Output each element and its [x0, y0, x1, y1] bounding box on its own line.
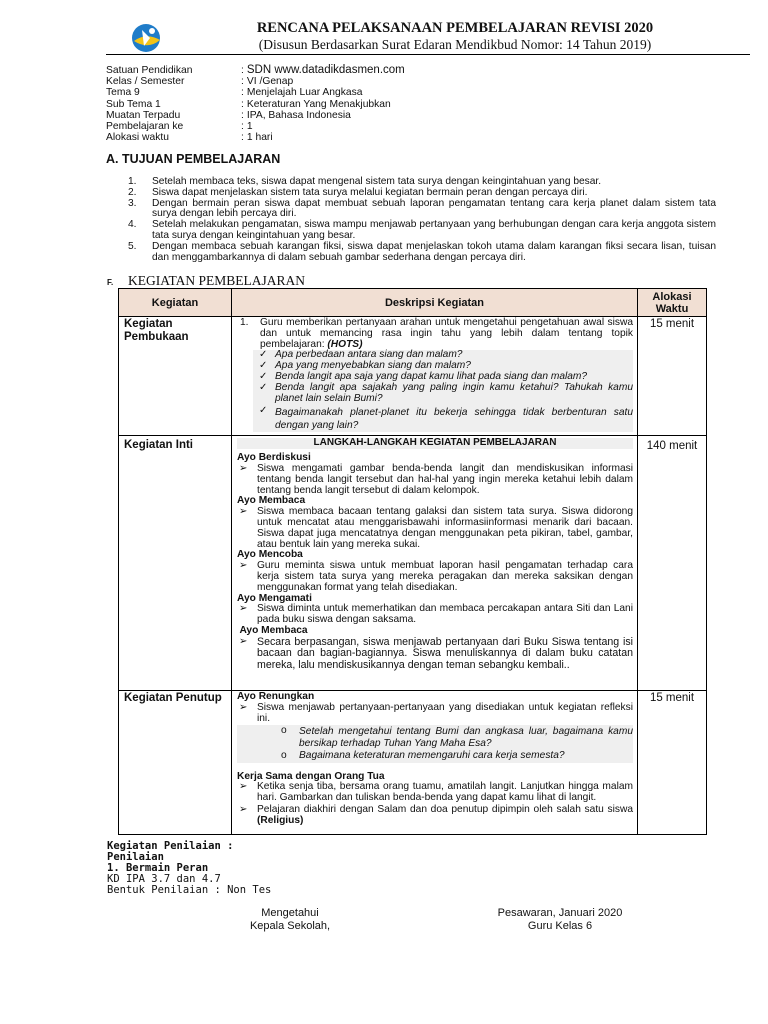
- table-header-row: [119, 289, 707, 317]
- activity-item: [237, 703, 633, 725]
- activity-item: [237, 637, 633, 672]
- intro-text: Guru memberikan pertanyaan arahan untuk mengetahui pengetahuan awal siswa dan untuk memancing rasa ingin tahu yang lebih dalam tentang topik pembelajaran:: [260, 317, 633, 350]
- assessment-kd: KD IPA 3.7 dan 4.7: [107, 873, 221, 885]
- religius-label: (Religius): [257, 814, 304, 826]
- info-value: Keteraturan Yang Menakjubkan: [246, 98, 391, 110]
- question-text: Apa perbedaan antara siang dan malam?: [275, 349, 463, 361]
- arrow-bullet-icon: ➢: [239, 462, 248, 474]
- signature-left: [220, 907, 360, 933]
- activity-text: Ketika senja tiba, bersama orang tuamu, amatilah langit. Lanjutkan hingga malam hari. Gambarkan dan tuliskan benda-benda yang dapat kamu lihat di langit.: [257, 781, 633, 804]
- info-value: 1 hari: [246, 132, 273, 144]
- activity-subtitle: Kerja Sama dengan Orang Tua: [237, 770, 385, 782]
- goal-item: [128, 220, 716, 242]
- circle-bullet-icon: o: [281, 749, 287, 761]
- header-deskripsi: Deskripsi Kegiatan: [232, 289, 638, 317]
- activity-item: [237, 604, 633, 626]
- arrow-bullet-icon: ➢: [239, 803, 248, 815]
- info-label: Satuan Pendidikan: [106, 65, 193, 76]
- table-row-pembukaan: [119, 317, 707, 436]
- goal-text: Setelah melakukan pengamatan, siswa mampu menjawab pertanyaan yang berhubungan dengan cara kerja anggota sistem tata surya dengan keingintahuan yang besar.: [152, 219, 716, 241]
- activity-subtitle: Ayo Renungkan: [237, 691, 315, 703]
- arrow-bullet-icon: ➢: [239, 603, 248, 615]
- signature-right: [475, 907, 645, 933]
- checkmark-icon: ✓: [259, 349, 268, 361]
- assessment-subtitle: Penilaian: [107, 851, 164, 863]
- question-text: Bagaimanakah planet-planet itu bekerja sehingga tidak berbenturan satu dengan yang lain?: [275, 407, 633, 432]
- activity-text: Siswa membaca bacaan tentang galaksi dan sistem tata surya. Siswa didorong untuk mencatat atau menggarisbawahi informasiinformasi menarik dari bacaan. Siswa dapat juga mencatatnya dengan menggunakan peta pikiran, tabel, gambar, atau bentuk lain yang mereka sukai.: [257, 506, 633, 550]
- checkmark-icon: ✓: [259, 381, 268, 393]
- assessment-form: Bentuk Penilaian : Non Tes: [107, 884, 272, 896]
- activity-item: [237, 561, 633, 593]
- header-divider: [106, 54, 750, 55]
- question-item: [253, 406, 633, 432]
- activity-text: Siswa menjawab pertanyaan-pertanyaan yang disediakan untuk kegiatan refleksi ini.: [257, 702, 633, 724]
- info-sep: :: [241, 65, 244, 76]
- activity-text: Secara berpasangan, siswa menjawab pertanyaan dari Buku Siswa tentang isi bacaan dan bagian-bagiannya. Siswa menuliskannya di dalam buku catatan mereka, lalu mendiskusikannya dengan teman sebangku kembali..: [257, 635, 633, 671]
- signature-left-line2: Kepala Sekolah,: [249, 920, 331, 932]
- goal-item: [128, 242, 716, 264]
- info-sep: :: [241, 121, 244, 133]
- question-item: [253, 383, 633, 405]
- goal-text: Setelah membaca teks, siswa dapat mengenal sistem tata surya dengan keingintahuan yang besar.: [152, 176, 602, 187]
- goal-number: 3.: [128, 197, 137, 209]
- activity-item: [237, 507, 633, 550]
- penutup-description: [232, 691, 638, 835]
- question-text: Apa yang menyebabkan siang dan malam?: [275, 360, 471, 372]
- arrow-bullet-icon: ➢: [239, 560, 248, 572]
- inti-description: [232, 436, 638, 691]
- checkmark-icon: ✓: [259, 370, 268, 382]
- goal-item: [128, 188, 716, 199]
- goal-number: 5.: [128, 240, 137, 252]
- activity-item: [237, 782, 633, 804]
- info-sep: :: [241, 132, 244, 144]
- info-label: Kelas / Semester: [106, 76, 185, 88]
- checkmark-icon: ✓: [259, 360, 268, 372]
- header-alokasi: Alokasi Waktu: [638, 289, 707, 317]
- checkmark-icon: ✓: [259, 405, 268, 417]
- info-value: VI /Genap: [246, 76, 294, 88]
- kegiatan-label: Kegiatan Pembukaan: [119, 317, 232, 436]
- info-sep: :: [241, 98, 244, 110]
- info-value: IPA, Bahasa Indonesia: [246, 109, 351, 121]
- arrow-bullet-icon: ➢: [239, 781, 248, 793]
- info-label: Alokasi waktu: [106, 132, 169, 144]
- activity-subtitle: Ayo Mencoba: [237, 549, 303, 561]
- goal-number: 2.: [128, 186, 137, 198]
- document-title: RENCANA PELAKSANAAN PEMBELAJARAN REVISI 2020: [256, 20, 654, 36]
- info-value: Menjelajah Luar Angkasa: [246, 87, 363, 99]
- activity-subtitle: Ayo Membaca: [237, 495, 306, 507]
- info-value: 1: [246, 121, 253, 133]
- arrow-bullet-icon: ➢: [239, 506, 248, 518]
- signature-left-line1: Mengetahui: [261, 907, 319, 919]
- goals-list: [128, 177, 716, 263]
- kegiatan-label: Kegiatan Penutup: [119, 691, 232, 835]
- alokasi-waktu: 15 menit: [638, 317, 707, 436]
- document-subtitle: (Disusun Berdasarkan Surat Edaran Mendikbud Nomor: 14 Tahun 2019): [258, 37, 652, 52]
- goal-text: Dengan bermain peran siswa dapat membuat sebuah laporan pengamatan tentang cara kerja planet dalam sistem tata surya dengan lebih percaya diri.: [152, 197, 716, 220]
- info-label: Tema 9: [106, 87, 140, 99]
- steps-title: LANGKAH-LANGKAH KEGIATAN PEMBELAJARAN: [237, 438, 633, 449]
- info-sep: :: [241, 76, 244, 88]
- info-row: [106, 99, 405, 110]
- info-row: [106, 76, 405, 87]
- assessment-item: 1. Bermain Peran: [107, 862, 209, 874]
- goal-number: 4.: [128, 219, 137, 231]
- assessment-block: [107, 841, 271, 896]
- info-label: Sub Tema 1: [106, 98, 161, 110]
- section-f-title: KEGIATAN PEMBELAJARAN: [128, 273, 306, 288]
- info-row: [106, 121, 405, 132]
- assessment-title: Kegiatan Penilaian :: [107, 840, 234, 852]
- tut-wuri-handayani-logo-icon: [128, 20, 168, 54]
- goal-text: Dengan membaca sebuah karangan fiksi, siswa dapat menjelaskan tokoh utama dalam karangan fiksi secara lisan, tuisan dan menggambarkannya di dalam sebuah gambar sederhana dengan percaya diri.: [152, 240, 716, 263]
- arrow-bullet-icon: ➢: [239, 635, 248, 647]
- activity-text: Siswa diminta untuk memerhatikan dan membaca percakapan antara Siti dan Lani pada buku siswa dengan saksama.: [257, 603, 633, 626]
- alokasi-waktu: 140 menit: [638, 436, 707, 691]
- pembukaan-description: [232, 317, 638, 436]
- info-sep: :: [241, 109, 244, 121]
- identity-block: [106, 65, 405, 143]
- info-label: Pembelajaran ke: [106, 121, 184, 133]
- alokasi-waktu: 15 menit: [638, 691, 707, 835]
- reflection-item: [237, 726, 633, 751]
- activity-item: [237, 464, 633, 496]
- info-row: [106, 132, 405, 143]
- activity-item: [237, 805, 633, 827]
- question-text: Benda langit apa saja yang dapat kamu lihat pada siang dan malam?: [275, 370, 588, 382]
- activity-subtitle: Ayo Berdiskusi: [237, 452, 311, 464]
- goal-number: 1.: [128, 176, 137, 187]
- signature-right-line2: Guru Kelas 6: [527, 920, 593, 932]
- activity-text: Guru meminta siswa untuk membuat laporan hasil pengamatan terhadap cara kerja sistem tata surya yang mereka peragakan dan mereka saksikan dengan menggunakan format yang telah disediakan.: [257, 560, 633, 593]
- goal-item: [128, 199, 716, 221]
- activities-table: [118, 288, 707, 835]
- arrow-bullet-icon: ➢: [239, 702, 248, 714]
- header-kegiatan: Kegiatan: [119, 289, 232, 317]
- hots-label: (HOTS): [327, 338, 363, 350]
- section-a-title: A. TUJUAN PEMBELAJARAN: [106, 152, 281, 166]
- question-text: Benda langit apa sajakah yang paling ingin kamu ketahui? Tahukah kamu planet lain selain Bumi?: [275, 381, 633, 404]
- info-row: [106, 65, 405, 76]
- section-f-bullet: F.: [107, 278, 114, 287]
- info-value: SDN www.datadikdasmen.com: [246, 64, 405, 76]
- info-sep: :: [241, 87, 244, 99]
- reflection-item: [237, 751, 633, 762]
- info-label: Muatan Terpadu: [106, 109, 181, 121]
- intro-number: 1.: [240, 317, 249, 328]
- info-row: [106, 110, 405, 121]
- circle-bullet-icon: o: [281, 724, 287, 736]
- kegiatan-label: Kegiatan Inti: [119, 436, 232, 691]
- activity-subtitle: Ayo Mengamati: [237, 592, 312, 604]
- signature-right-line1: Pesawaran, Januari 2020: [497, 907, 623, 919]
- info-row: [106, 87, 405, 98]
- goal-text: Siswa dapat menjelaskan sistem tata surya melalui kegiatan bermain peran dengan percaya diri.: [152, 186, 588, 198]
- activity-subtitle: Ayo Membaca: [237, 624, 308, 636]
- reflection-text: Bagaimana keteraturan memengaruhi cara kerja semesta?: [299, 749, 565, 761]
- table-row-inti: [119, 436, 707, 691]
- activity-text: Siswa mengamati gambar benda-benda langit dan mendiskusikan informasi tentang benda langit tersebut dan hal-hal yang ingin mereka ketahui lebih dalam tentang benda langit tersebut di dalam kelompok.: [257, 462, 633, 496]
- activity-text: Pelajaran diakhiri dengan Salam dan doa penutup dipimpin oleh salah satu siswa: [257, 803, 633, 815]
- reflection-text: Setelah mengetahui tentang Bumi dan angkasa luar, bagaimana kamu bersikap terhadap Tuhan Yang Maha Esa?: [299, 725, 633, 750]
- table-row-penutup: [119, 691, 707, 835]
